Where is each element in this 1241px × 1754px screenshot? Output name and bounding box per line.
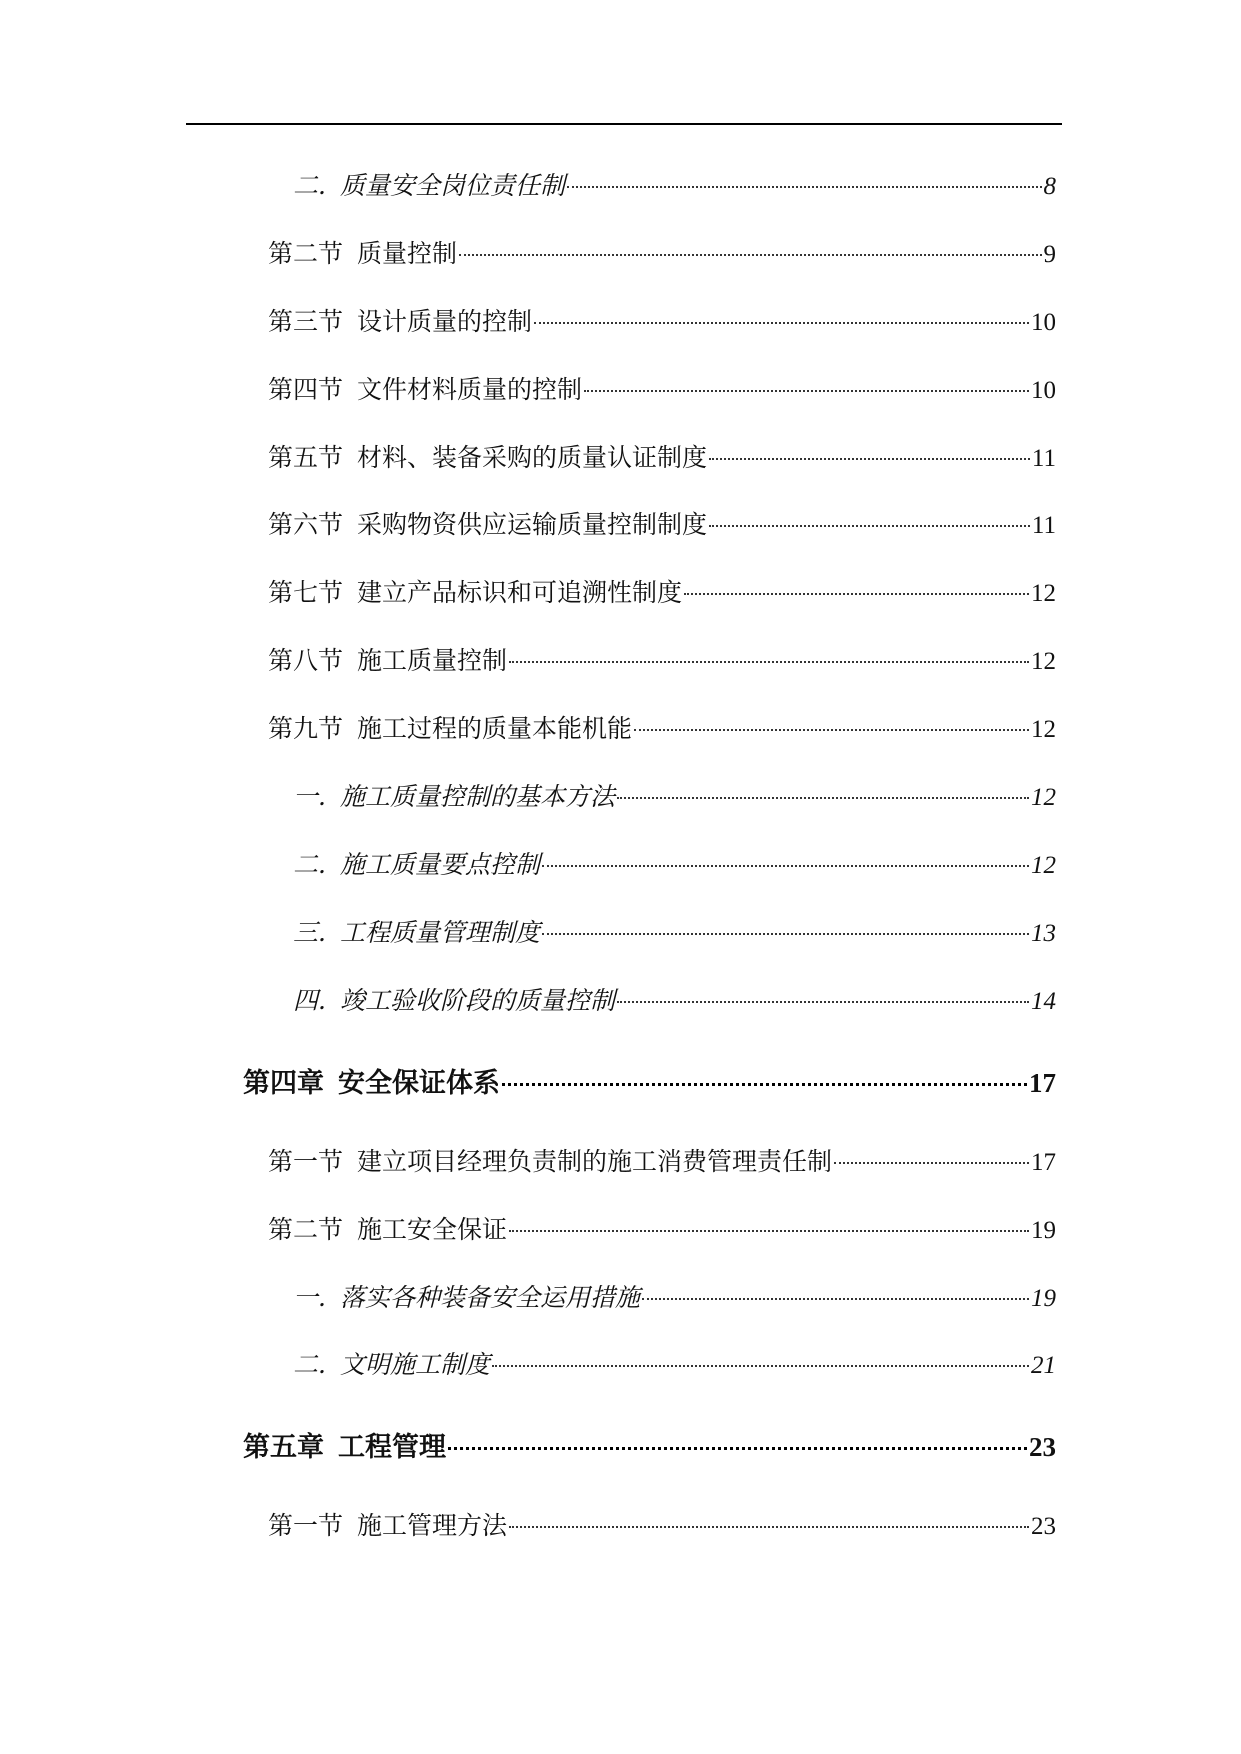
dot-leader xyxy=(509,661,1029,663)
toc-entry[interactable] xyxy=(268,438,1056,474)
dot-leader xyxy=(642,1298,1029,1300)
toc-label: 二. 文明施工制度 xyxy=(293,1350,490,1379)
toc-label: 一. 施工质量控制的基本方法 xyxy=(293,782,615,811)
toc-label: 一. 落实各种装备安全运用措施 xyxy=(293,1283,640,1312)
dot-leader xyxy=(502,1083,1027,1086)
toc-entry[interactable] xyxy=(268,709,1056,745)
toc-page-number: 12 xyxy=(1031,784,1056,811)
toc-page-number: 12 xyxy=(1031,648,1056,675)
toc-page-number: 12 xyxy=(1031,852,1056,879)
toc-entry[interactable] xyxy=(268,1210,1056,1246)
dot-leader xyxy=(509,1526,1029,1528)
toc-entry[interactable] xyxy=(293,845,1056,881)
dot-leader xyxy=(584,390,1029,392)
toc-page-number: 17 xyxy=(1031,1149,1056,1176)
toc-label: 第一节 施工管理方法 xyxy=(268,1511,508,1540)
toc-label: 第九节 施工过程的质量本能机能 xyxy=(268,714,633,743)
dot-leader xyxy=(709,525,1030,527)
toc-entry[interactable] xyxy=(268,641,1056,677)
toc-page-number: 23 xyxy=(1031,1513,1056,1540)
toc-label: 第五节 材料、装备采购的质量认证制度 xyxy=(268,443,708,472)
dot-leader xyxy=(684,593,1029,595)
toc-entry[interactable] xyxy=(293,166,1056,202)
toc-page-number: 14 xyxy=(1031,988,1056,1015)
toc-page-number: 19 xyxy=(1031,1217,1056,1244)
toc-chapter-entry[interactable] xyxy=(243,1425,1056,1464)
dot-leader xyxy=(617,1001,1029,1003)
toc-label: 第七节 建立产品标识和可追溯性制度 xyxy=(268,578,683,607)
toc-entry[interactable] xyxy=(293,913,1056,949)
toc-page-number: 17 xyxy=(1029,1068,1056,1098)
toc-page-number: 12 xyxy=(1031,580,1056,607)
toc-page-number: 19 xyxy=(1031,1285,1056,1312)
toc-page-number: 21 xyxy=(1031,1352,1056,1379)
toc-entry[interactable] xyxy=(293,1278,1056,1314)
toc-entry[interactable] xyxy=(268,505,1056,541)
toc-label: 二. 质量安全岗位责任制 xyxy=(293,171,565,200)
toc-label: 三. 工程质量管理制度 xyxy=(293,918,540,947)
dot-leader xyxy=(634,729,1029,731)
toc-label: 四. 竣工验收阶段的质量控制 xyxy=(293,986,615,1015)
toc-page-number: 12 xyxy=(1031,716,1056,743)
toc-entry[interactable] xyxy=(268,234,1056,270)
toc-label: 第四章 安全保证体系 xyxy=(243,1068,500,1099)
dot-leader xyxy=(509,1230,1029,1232)
toc-entry[interactable] xyxy=(293,981,1056,1017)
toc-entry[interactable] xyxy=(268,302,1056,338)
dot-leader xyxy=(542,865,1029,867)
toc-label: 第一节 建立项目经理负责制的施工消费管理责任制 xyxy=(268,1147,833,1176)
toc-entry[interactable] xyxy=(293,1345,1056,1381)
dot-leader xyxy=(534,322,1029,324)
dot-leader xyxy=(459,254,1041,256)
dot-leader xyxy=(617,797,1029,799)
toc-label: 第四节 文件材料质量的控制 xyxy=(268,375,583,404)
toc-chapter-entry[interactable] xyxy=(243,1061,1056,1100)
dot-leader xyxy=(542,933,1029,935)
toc-page-number: 10 xyxy=(1031,309,1056,336)
toc-entry[interactable] xyxy=(268,1506,1056,1542)
dot-leader xyxy=(492,1365,1029,1367)
dot-leader xyxy=(834,1162,1029,1164)
dot-leader xyxy=(448,1447,1027,1450)
toc-label: 第八节 施工质量控制 xyxy=(268,646,508,675)
toc-page-number: 9 xyxy=(1043,241,1056,268)
toc-page-number: 8 xyxy=(1043,173,1056,200)
toc-entry[interactable] xyxy=(268,573,1056,609)
toc-entry[interactable] xyxy=(293,777,1056,813)
dot-leader xyxy=(567,186,1042,188)
toc-page-number: 10 xyxy=(1031,377,1056,404)
dot-leader xyxy=(709,458,1030,460)
toc-entry[interactable] xyxy=(268,1142,1056,1178)
toc-page-number: 23 xyxy=(1029,1432,1056,1462)
toc-label: 第六节 采购物资供应运输质量控制制度 xyxy=(268,510,708,539)
toc-label: 二. 施工质量要点控制 xyxy=(293,850,540,879)
toc-label: 第三节 设计质量的控制 xyxy=(268,307,533,336)
toc-label: 第二节 施工安全保证 xyxy=(268,1215,508,1244)
toc-page-number: 13 xyxy=(1031,920,1056,947)
toc-page-number: 11 xyxy=(1031,445,1056,472)
toc-label: 第二节 质量控制 xyxy=(268,239,458,268)
header-rule xyxy=(186,123,1062,125)
toc-page-number: 11 xyxy=(1031,512,1056,539)
toc-label: 第五章 工程管理 xyxy=(243,1432,446,1463)
toc-entry[interactable] xyxy=(268,370,1056,406)
